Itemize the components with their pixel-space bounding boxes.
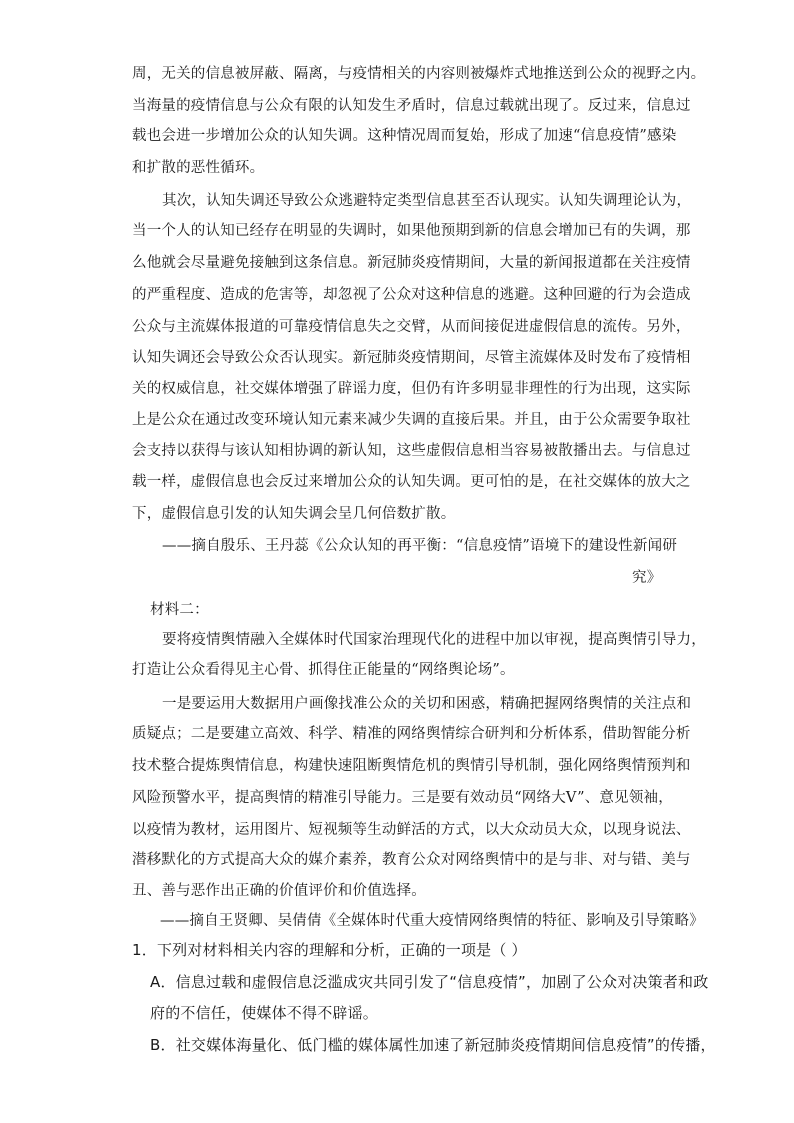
text-line: 公众与主流媒体报道的可靠疫情信息失之交臂，从而间接促进虚假信息的流传。另外， [132,319,691,335]
text-line: 周，无关的信息被屏蔽、隔离，与疫情相关的内容则被爆炸式地推送到公众的视野之内。 [132,66,706,82]
section-heading: 材料二： [150,602,209,618]
text-line: 的严重程度、造成的危害等，却忽视了公众对这种信息的逃避。这种回避的行为会造成 [132,287,691,303]
text-line: 载一样，虚假信息也会反过来增加公众的认知失调。更可怕的是，在社交媒体的放大之 [132,474,691,490]
text-line: 技术整合提炼舆情信息，构建快速阻断舆情危机的舆情引导机制，强化网络舆情预判和 [132,758,691,774]
text-line: 丑、善与恶作出正确的价值评价和价值选择。 [132,883,426,899]
text-line: 打造让公众看得见主心骨、抓得住正能量的“网络舆论场”。 [132,662,515,678]
text-line: 和扩散的恶性循环。 [132,160,265,176]
text-line: 载也会进一步增加公众的认知失调。这种情况周而复始，形成了加速“信息疫情”感染 [132,128,677,144]
text-line: 要将疫情舆情融入全媒体时代国家治理现代化的进程中加以审视，提高舆情引导力， [162,632,706,648]
text-line: 么他就会尽量避免接触到这条信息。新冠肺炎疫情期间，大量的新闻报道都在关注疫情 [132,255,691,271]
text-line: 一是要运用大数据用户画像找准公众的关切和困惑，精确把握网络舆情的关注点和 [162,696,692,712]
text-line: 下，虚假信息引发的认知失调会呈几何倍数扩散。 [132,506,456,522]
text-line: 风险预警水平，提高舆情的精准引导能力。三是要有效动员“网络大V”、意见领袖， [132,790,673,806]
text-line: 当海量的疫情信息与公众有限的认知发生矛盾时，信息过载就出现了。反过来，信息过 [132,98,691,114]
text-line: 质疑点；二是要建立高效、科学、精准的网络舆情综合研判和分析体系，借助智能分析 [132,726,691,742]
text-line: 其次，认知失调还导致公众逃避特定类型信息甚至否认现实。认知失调理论认为， [162,193,692,209]
option-a: A．信息过载和虚假信息泛滥成灾共同引发了“信息疫情”，加剧了公众对决策者和政 [150,973,709,991]
text-line: 会支持以获得与该认知相协调的新认知，这些虚假信息相当容易被散播出去。与信息过 [132,443,691,459]
text-line: 认知失调还会导致公众否认现实。新冠肺炎疫情期间，尽管主流媒体及时发布了疫情相 [132,350,691,366]
citation-line: ——摘自王贤卿、吴倩倩《全媒体时代重大疫情网络舆情的特征、影响及引导策略》 [160,913,704,929]
text-line: 以疫情为教材，运用图片、短视频等生动鲜活的方式，以大众动员大众，以现身说法、 [132,822,691,838]
text-line: 关的权威信息，社交媒体增强了辟谣力度，但仍有许多明显非理性的行为出现，这实际 [132,381,691,397]
citation-line: ——摘自殷乐、王丹蕊《公众认知的再平衡：“信息疫情”语境下的建设性新闻研 [162,538,678,554]
question-stem: 1．下列对材料相关内容的理解和分析，正确的一项是（ ） [132,941,527,959]
text-line: 当一个人的认知已经存在明显的失调时，如果他预期到新的信息会增加已有的失调，那 [132,223,691,239]
option-b: B．社交媒体海量化、低门槛的媒体属性加速了新冠肺炎疫情期间信息疫情”的传播， [150,1036,716,1054]
text-line: 潜移默化的方式提高大众的媒介素养，教育公众对网络舆情中的是与非、对与错、美与 [132,852,691,868]
citation-line: 究》 [632,570,662,586]
option-a-continued: 府的不信任，使媒体不得不辟谣。 [150,1004,379,1022]
text-line: 上是公众在通过改变环境认知元素来减少失调的直接后果。并且，由于公众需要争取社 [132,412,691,428]
